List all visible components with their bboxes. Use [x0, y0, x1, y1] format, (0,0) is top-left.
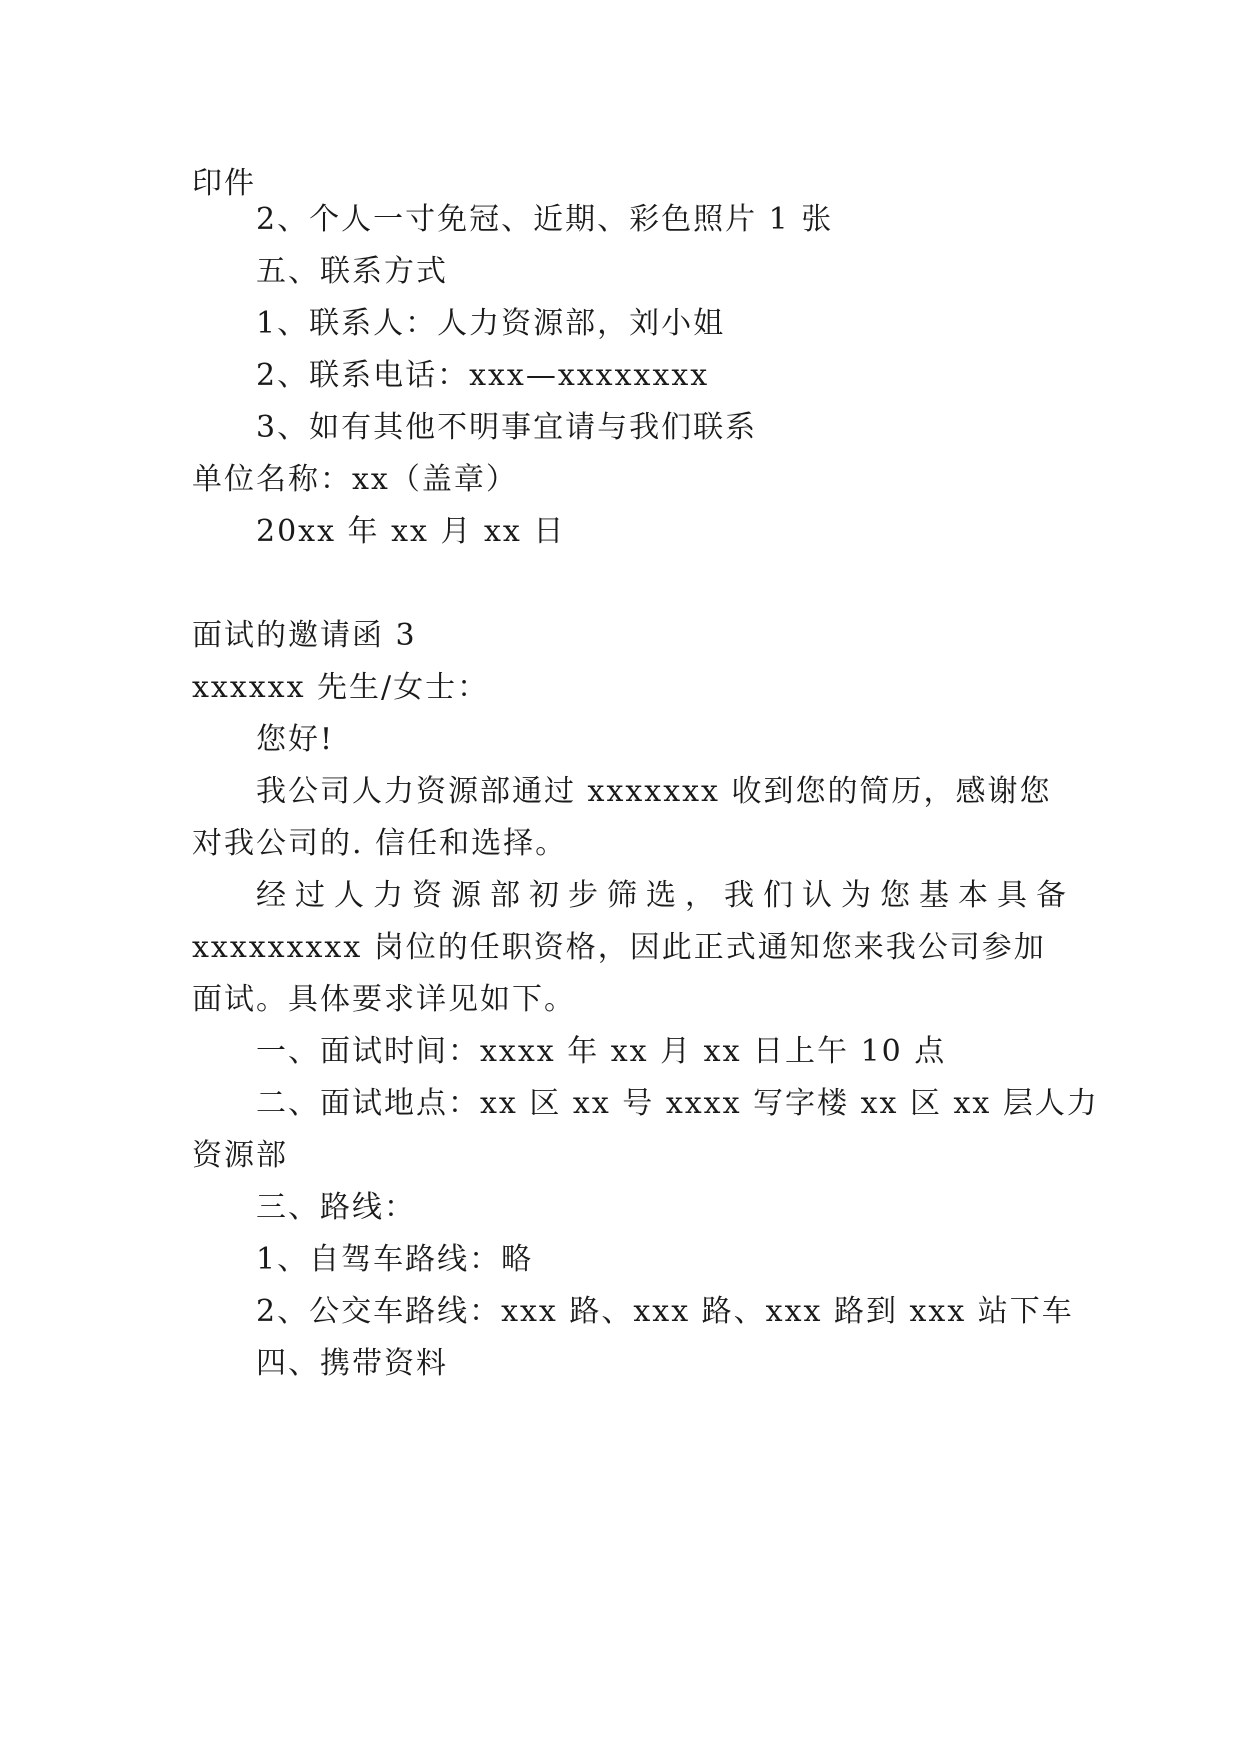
- text-line: 3、如有其他不明事宜请与我们联系: [256, 410, 758, 445]
- greeting: 您好!: [256, 722, 335, 757]
- text-line: 印件: [192, 166, 256, 201]
- text-line: 单位名称：xx（盖章）: [192, 462, 518, 497]
- text-line: 经过人力资源部初步筛选，我们认为您基本具备: [256, 878, 1075, 913]
- salutation: xxxxxx 先生/女士：: [192, 670, 490, 705]
- text-line: 三、路线：: [256, 1190, 416, 1225]
- text-line: 对我公司的. 信任和选择。: [192, 826, 568, 861]
- text-line: 一、面试时间：xxxx 年 xx 月 xx 日上午 10 点: [256, 1034, 947, 1069]
- text-line: 2、个人一寸免冠、近期、彩色照片 1 张: [256, 202, 834, 237]
- text-line: 1、联系人：人力资源部，刘小姐: [256, 306, 726, 341]
- section-title: 面试的邀请函 3: [192, 618, 417, 653]
- text-line: 资源部: [192, 1138, 288, 1173]
- text-line: 我公司人力资源部通过 xxxxxxx 收到您的简历，感谢您: [256, 774, 1052, 809]
- text-line: xxxxxxxxx 岗位的任职资格，因此正式通知您来我公司参加: [192, 930, 1046, 965]
- text-line: 面试。具体要求详见如下。: [192, 982, 576, 1017]
- text-line: 五、联系方式: [256, 254, 448, 289]
- text-line: 1、自驾车路线：略: [256, 1242, 534, 1277]
- text-line: 四、携带资料: [256, 1346, 448, 1381]
- text-line: 20xx 年 xx 月 xx 日: [256, 514, 566, 549]
- text-line: 二、面试地点：xx 区 xx 号 xxxx 写字楼 xx 区 xx 层人力: [256, 1086, 1099, 1121]
- text-line: 2、联系电话：xxx—xxxxxxxx: [256, 358, 710, 393]
- text-line: 2、公交车路线：xxx 路、xxx 路、xxx 路到 xxx 站下车: [256, 1294, 1074, 1329]
